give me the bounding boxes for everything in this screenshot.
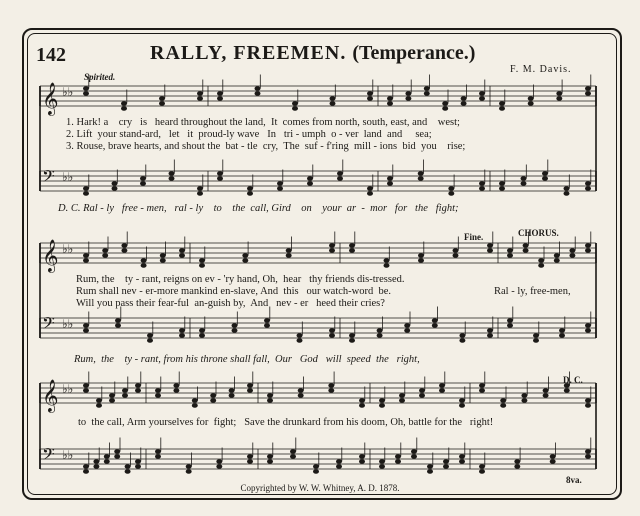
title-subtitle: (Temperance.) <box>352 42 476 64</box>
system2-lyric-3: Will you pass their fear-ful an-guish by, And nev - er heed their cries? <box>76 298 385 309</box>
chorus-lyric: Ral - ly, free-men, <box>494 286 571 297</box>
copyright-notice: Copyrighted by W. W. Whitney, A. D. 1878. <box>240 483 400 493</box>
chorus-marking: CHORUS. <box>518 228 559 238</box>
system2-bass-lyric: Rum, the ty - rant, from his throne shall fall, Our God will speed the right, <box>74 354 420 365</box>
tempo-marking: Spirited. <box>84 72 116 82</box>
verse-1-lyric: 1. Hark! a cry is heard throughout the land, It comes from north, south, east, and west; <box>66 117 460 128</box>
svg-text:♭♭: ♭♭ <box>62 85 74 99</box>
page-number: 142 <box>36 44 66 66</box>
svg-text:♭♭: ♭♭ <box>62 448 74 462</box>
verse-2-lyric: 2. Lift your stand-ard, let it proud-ly wave In tri - umph o - ver land and sea; <box>66 129 432 140</box>
svg-text:𝄞: 𝄞 <box>42 379 59 412</box>
system2-lyric-1: Rum, the ty - rant, reigns on ev - 'ry hand, Oh, hear thy friends dis-tressed. <box>76 274 405 285</box>
dc-marking: D. C. <box>563 375 583 385</box>
system2-lyric-2: Rum shall nev - er-more mankind en-slave, And this our watch-word be. <box>76 286 392 297</box>
refrain-lyric: D. C. Ral - ly free - men, ral - ly to the call, Gird on your ar - mor for the fight; <box>58 203 459 214</box>
fine-marking: Fine. <box>464 232 484 242</box>
svg-text:♭♭: ♭♭ <box>62 170 74 184</box>
svg-text:♭♭: ♭♭ <box>62 242 74 256</box>
svg-text:𝄞: 𝄞 <box>42 239 59 272</box>
svg-text:𝄞: 𝄞 <box>42 82 59 115</box>
svg-text:𝄢: 𝄢 <box>42 444 55 468</box>
ottava-marking: 8va. <box>566 475 582 485</box>
composer-credit: F. M. Davis. <box>510 64 572 75</box>
verse-3-lyric: 3. Rouse, brave hearts, and shout the bat - tle cry, The suf - f'ring mill - ions bid you rise; <box>66 141 466 152</box>
svg-text:𝄢: 𝄢 <box>42 313 55 337</box>
svg-text:♭♭: ♭♭ <box>62 382 74 396</box>
system3-lyric: to the call, Arm yourselves for fight; Save the drunkard from his doom, Oh, battle for the right! <box>78 417 494 428</box>
title-main: RALLY, FREEMEN. <box>150 42 347 64</box>
svg-text:♭♭: ♭♭ <box>62 317 74 331</box>
svg-text:𝄢: 𝄢 <box>42 166 55 190</box>
